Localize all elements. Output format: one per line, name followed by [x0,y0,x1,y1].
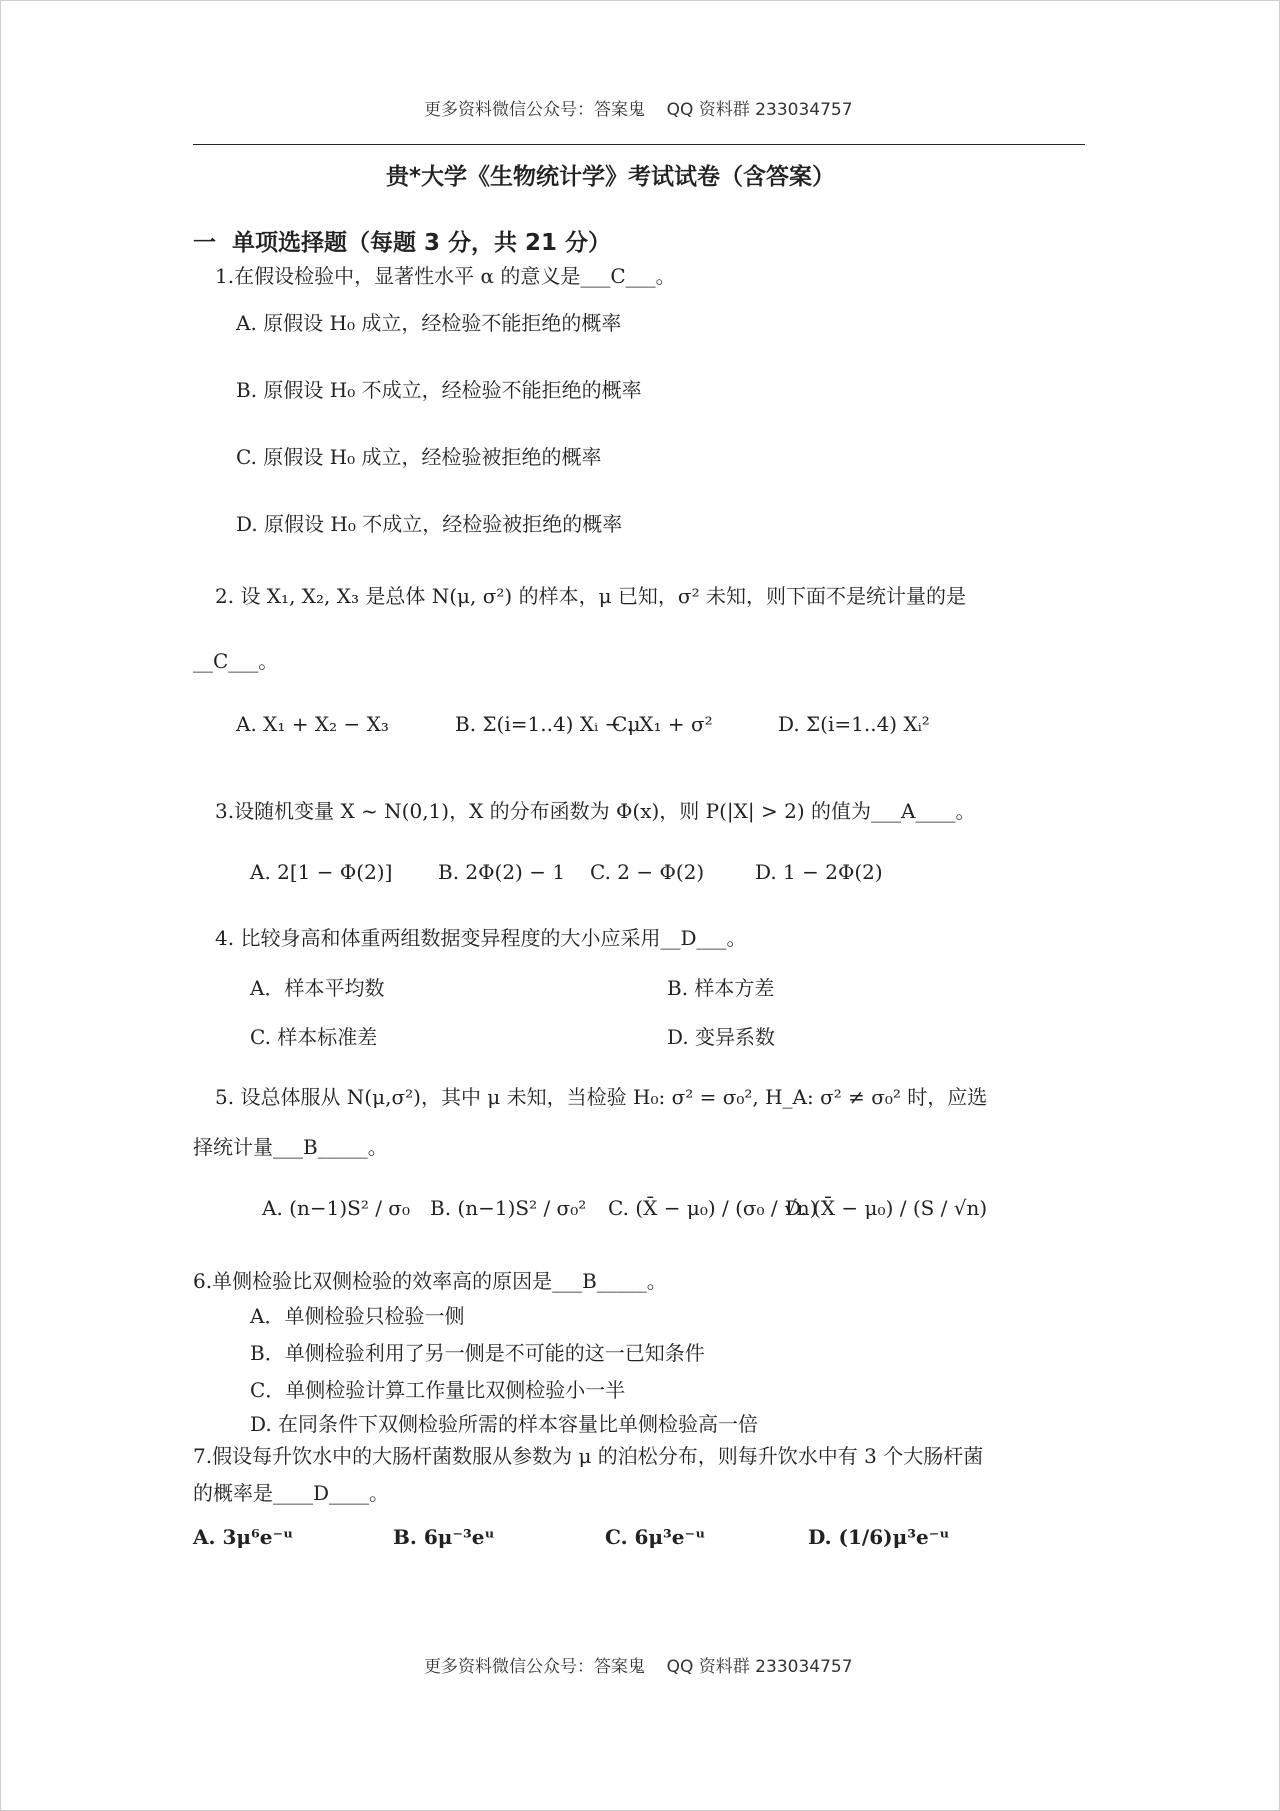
question-4-option-b: B. 样本方差 [667,976,775,1000]
question-6-number: 6. [193,1269,213,1293]
footer-text: 更多资料微信公众号：答案鬼 QQ 资料群 233034757 [424,1657,853,1677]
question-1-number: 1. [215,264,235,288]
question-1-option-a: A. 原假设 H₀ 成立，经检验不能拒绝的概率 [236,311,622,335]
question-2-option-c: C. X₁ + σ² [612,712,713,736]
question-4-option-a: A．样本平均数 [250,976,385,1000]
question-1-option-d: D. 原假设 H₀ 不成立，经检验被拒绝的概率 [236,512,623,536]
question-5-stem-line2: 择统计量___B_____。 [193,1135,388,1159]
header-text: 更多资料微信公众号：答案鬼 QQ 资料群 233034757 [424,100,853,120]
question-4-option-c: C. 样本标准差 [250,1025,378,1049]
question-7-option-a: A. 3μ⁶e⁻ᵘ [193,1525,294,1549]
question-7-stem-line1: 假设每升饮水中的大肠杆菌数服从参数为 μ 的泊松分布，则每升饮水中有 3 个大肠杆菌 [212,1444,984,1468]
question-5-option-a: A. (n−1)S² / σ₀ [262,1196,410,1220]
question-3 [215,795,975,824]
question-2-option-a: A. X₁ + X₂ − X₃ [236,712,389,736]
question-3-option-b: B. 2Φ(2) − 1 [438,860,566,884]
question-7-option-b: B. 6μ⁻³eᵘ [393,1525,495,1549]
question-2-option-b: B. Σ(i=1..4) Xᵢ − μ [455,712,641,736]
question-6-option-d: D. 在同条件下双侧检验所需的样本容量比单侧检验高一倍 [250,1412,759,1436]
question-5-option-d: D. (X̄ − μ₀) / (S / √n) [785,1196,988,1220]
question-3-stem: 设随机变量 X ~ N(0,1)，X 的分布函数为 Φ(x)，则 P(|X| > 2) 的值为___A____。 [234,799,976,823]
section-heading: 一 单项选择题（每题 3 分，共 21 分） [193,230,612,256]
question-4-option-d: D. 变异系数 [667,1025,776,1049]
question-1-option-b: B. 原假设 H₀ 不成立，经检验不能拒绝的概率 [236,378,642,402]
question-6-option-c: C．单侧检验计算工作量比双侧检验小一半 [250,1378,626,1402]
question-2-stem-line1: 设 X₁, X₂, X₃ 是总体 N(μ, σ²) 的样本，μ 已知，σ² 未知，则下面不是统计量的是 [240,584,966,608]
header-watermark [424,95,853,120]
header-rule [193,144,1085,145]
question-2-stem-line2: __C___。 [193,649,279,673]
page-title: 贵*大学《生物统计学》考试试卷（含答案） [386,164,836,190]
question-5-number: 5. [215,1085,235,1109]
question-7-option-d: D. (1/6)μ³e⁻ᵘ [808,1525,950,1549]
question-5-stem-line1: 设总体服从 N(μ,σ²)，其中 μ 未知，当检验 H₀: σ² = σ₀², H_A: σ² ≠ σ₀² 时，应选 [240,1085,988,1109]
question-5 [215,1081,987,1110]
question-1-stem: 在假设检验中，显著性水平 α 的意义是___C___。 [234,264,676,288]
question-7-stem-line2: 的概率是____D____。 [193,1481,390,1505]
question-2-option-d: D. Σ(i=1..4) Xᵢ² [778,712,930,736]
question-6-option-b: B．单侧检验利用了另一侧是不可能的这一已知条件 [250,1341,705,1365]
question-4-number: 4. [215,926,235,950]
question-2 [215,580,966,609]
question-5-option-b: B. (n−1)S² / σ₀² [430,1196,587,1220]
question-7 [193,1440,983,1469]
question-1-option-c: C. 原假设 H₀ 成立，经检验被拒绝的概率 [236,445,602,469]
question-3-option-d: D. 1 − 2Φ(2) [755,860,883,884]
question-4-stem: 比较身高和体重两组数据变异程度的大小应采用__D___。 [240,926,747,950]
question-3-option-c: C. 2 − Φ(2) [590,860,705,884]
question-2-number: 2. [215,584,235,608]
question-7-option-c: C. 6μ³e⁻ᵘ [605,1525,706,1549]
footer-watermark [424,1652,853,1677]
question-7-number: 7. [193,1444,213,1468]
question-1 [215,260,676,289]
question-3-option-a: A. 2[1 − Φ(2)] [250,860,393,884]
question-6-stem: 单侧检验比双侧检验的效率高的原因是___B_____。 [212,1269,667,1293]
question-6 [193,1265,667,1294]
question-3-number: 3. [215,799,235,823]
question-5-option-c: C. (X̄ − μ₀) / (σ₀ / √n) [608,1196,818,1220]
question-6-option-a: A．单侧检验只检验一侧 [250,1304,465,1328]
question-4 [215,922,747,951]
